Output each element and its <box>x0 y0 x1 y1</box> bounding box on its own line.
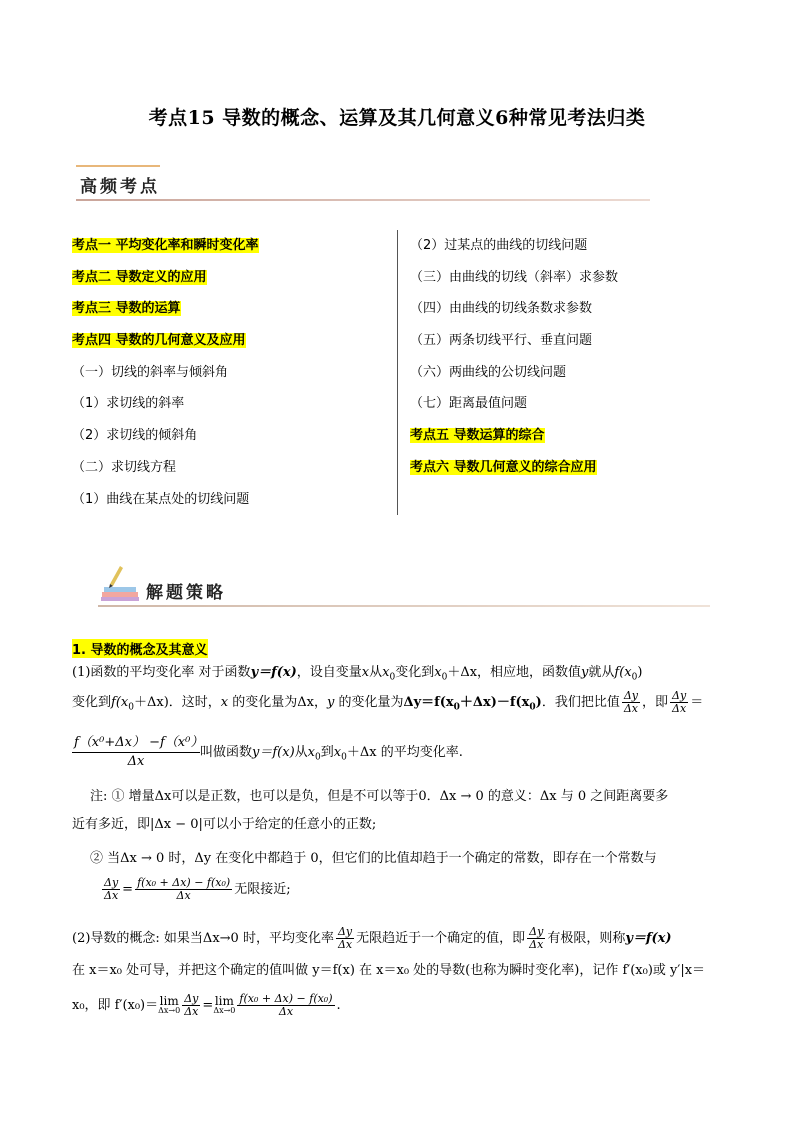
limit-operator: lim Δx→0 <box>158 993 181 1015</box>
toc-item-label: （1）曲线在某点处的切线问题 <box>72 491 250 507</box>
fraction: $\frac{\Delta y}{\Delta x}$ <box>529 925 544 951</box>
toc-item-label: （三）由曲线的切线（斜率）求参数 <box>410 269 619 285</box>
toc-item-label: 考点五 导数运算的综合 <box>410 428 545 444</box>
toc-item-label: 考点四 导数的几何意义及应用 <box>72 333 246 349</box>
section-heading: 1. 导数的概念及其意义 <box>72 639 208 658</box>
toc-right-item[interactable] <box>410 299 740 331</box>
paragraph-line-5: 在 x＝x₀ 处可导，并把这个确定的值叫做 y＝f(x) 在 x＝x₀ 处的导数(也称为瞬时变化率)，记作 f′(x₀)或 y′|x＝ <box>72 963 706 978</box>
toc-right-column <box>410 236 740 490</box>
paragraph-line-4: (2)导数的概念: 如果当Δx→0 时，平均变化率 $\frac{\Delta y}{\Delta x}$ 无限趋近于一个确定的值，即 $\frac{\Delta y}{\Delta x}$ 有极限，则称y＝f(x) <box>72 925 672 951</box>
toc-right-item[interactable] <box>410 268 740 300</box>
section-banner-strategy: 解题策略 <box>146 583 226 603</box>
note-line-2: ② 当Δx → 0 时，Δy 在变化中都趋于 0，但它们的比值却趋于一个确定的常数，即存在一个常数与 <box>90 851 657 866</box>
toc-right-item[interactable] <box>410 394 740 426</box>
fraction: $\frac{\Delta y}{\Delta x}$ <box>337 925 353 951</box>
toc-item-label: （一）切线的斜率与倾斜角 <box>72 364 229 380</box>
toc-item-label: （二）求切线方程 <box>72 459 177 475</box>
fraction: $\frac{\Delta y}{\Delta x}$ <box>104 876 119 902</box>
toc-right-item[interactable] <box>410 458 740 490</box>
toc-left-item[interactable] <box>72 268 392 300</box>
toc-item-label: （七）距离最值问题 <box>410 396 528 412</box>
note-line-1: 注: ① 增量Δx可以是正数，也可以是负，但是不可以等于0．Δx → 0 的意义：Δx 与 0 之间距离要多 <box>90 789 669 804</box>
page-title: 考点15 导数的概念、运算及其几何意义6种常见考法归类 <box>148 107 646 129</box>
toc-item-label: 考点二 导数定义的应用 <box>72 269 207 285</box>
average-rate-fraction: $\frac{\text{f（x⁰+Δx） −f（x⁰）}}{\Delta x}$ <box>74 735 204 769</box>
toc-left-item[interactable] <box>72 331 392 363</box>
toc-item-label: 考点三 导数的运算 <box>72 301 181 317</box>
limit-operator: lim Δx→0 <box>213 993 236 1015</box>
note-line-1b: 近有多近，即|Δx − 0|可以小于给定的任意小的正数; <box>72 817 377 832</box>
toc-right-item[interactable] <box>410 331 740 363</box>
toc-left-column <box>72 236 392 521</box>
toc-item-label: （1）求切线的斜率 <box>72 396 185 412</box>
banner-rule <box>76 199 650 201</box>
fraction: $\frac{\Delta y}{\Delta x}$ <box>184 992 199 1018</box>
toc-left-item[interactable] <box>72 236 392 268</box>
fraction: $\frac{\Delta y}{\Delta x}$ <box>623 689 639 715</box>
note-line-2-formula: $\frac{\Delta y}{\Delta x}$ = $\frac{\text{f(x₀ + Δx) − f(x₀)}}{\Delta x}$ 无限接近; <box>104 876 291 902</box>
toc-right-item[interactable] <box>410 363 740 395</box>
fraction: $\frac{\text{f(x₀ + Δx) − f(x₀)}}{\Delta x}$ <box>137 876 231 902</box>
toc-item-label: （六）两曲线的公切线问题 <box>410 364 567 380</box>
fraction: $\frac{\text{f(x₀ + Δx) − f(x₀)}}{\Delta x}$ <box>239 992 333 1018</box>
toc-item-label: （五）两条切线平行、垂直问题 <box>410 333 593 349</box>
toc-right-item[interactable] <box>410 426 740 458</box>
toc-left-item[interactable] <box>72 299 392 331</box>
toc-left-item[interactable] <box>72 394 392 426</box>
toc-item-label: （2）过某点的曲线的切线问题 <box>410 238 588 253</box>
toc-divider <box>397 230 398 515</box>
toc-left-item[interactable] <box>72 490 392 522</box>
toc-item-label: （四）由曲线的切线条数求参数 <box>410 301 593 317</box>
paragraph-line-3: $\frac{\text{f（x⁰+Δx） −f（x⁰）}}{\Delta x}$ 叫做函数y＝f(x)从$x_0$到$x_0+\Delta x$ 的平均变化率. <box>74 735 463 769</box>
toc-right-item[interactable] <box>410 236 740 268</box>
toc-item-label: （2）求切线的倾斜角 <box>72 428 198 444</box>
toc-item-label: 考点六 导数几何意义的综合应用 <box>410 459 597 475</box>
banner-rule-2 <box>98 605 710 607</box>
section-banner-high-frequency: 高频考点 <box>80 177 160 197</box>
toc-left-item[interactable] <box>72 363 392 395</box>
paragraph-line-2: 变化到$f(x_0+\Delta x)$．这时，x 的变化量为Δx，y 的变化量为$\Delta y=f(x_0+\Delta x)-f(x_0)$．我们把比值 $\frac{\Delta y}{\Delta x}$ ，即 $\frac{\Delta y}{\Delta x}$ ＝ <box>72 689 704 715</box>
banner-decoration <box>76 165 160 167</box>
paragraph-line-6: x₀，即 f′(x₀)＝ lim Δx→0 $\frac{\Delta y}{\Delta x}$ = lim Δx→0 $\frac{\text{f(x₀ + Δx) − f(x₀)}}{\Delta x}$ . <box>72 992 341 1018</box>
paragraph-line-1: (1)函数的平均变化率 对于函数y＝f(x)，设自变量x从$x_0$变化到$x_0+\Delta x$，相应地，函数值y就从$f(x_0)$ <box>72 665 643 683</box>
toc-item-label: 考点一 平均变化率和瞬时变化率 <box>72 238 259 253</box>
pencil-books-icon <box>98 562 142 606</box>
fraction: $\frac{\Delta y}{\Delta x}$ <box>672 689 687 715</box>
toc-left-item[interactable] <box>72 458 392 490</box>
toc-left-item[interactable] <box>72 426 392 458</box>
